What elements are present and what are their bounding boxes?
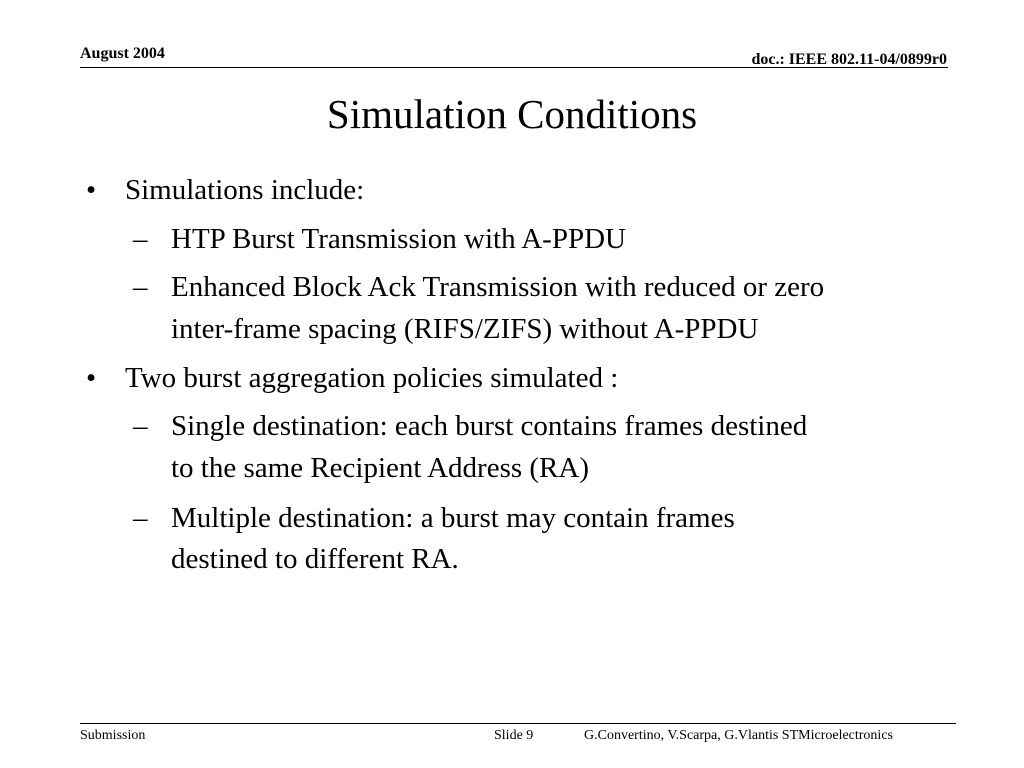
dash-icon: – <box>133 410 148 442</box>
footer-divider <box>80 723 956 724</box>
bullet-icon: • <box>86 362 97 394</box>
bullet-text: Simulations include: <box>125 174 365 206</box>
footer-slide-number: Slide 9 <box>494 728 534 743</box>
header-divider <box>80 67 948 68</box>
footer-authors: G.Convertino, V.Scarpa, G.Vlantis STMicroelectronics <box>584 728 893 743</box>
sub-bullet-text: HTP Burst Transmission with A-PPDU <box>171 223 626 255</box>
footer-submission: Submission <box>80 728 146 743</box>
slide-title: Simulation Conditions <box>326 91 698 137</box>
sub-bullet-text: destined to different RA. <box>171 543 459 575</box>
dash-icon: – <box>133 271 148 303</box>
dash-icon: – <box>133 502 148 534</box>
sub-bullet-text: Single destination: each burst contains frames destined <box>171 410 808 442</box>
bullet-text: Two burst aggregation policies simulated : <box>125 362 619 394</box>
sub-bullet-text: Enhanced Block Ack Transmission with reduced or zero <box>171 271 825 303</box>
sub-bullet-text: Multiple destination: a burst may contain frames <box>171 502 735 534</box>
header-doc-id: doc.: IEEE 802.11-04/0899r0 <box>751 51 947 68</box>
bullet-icon: • <box>86 174 97 206</box>
sub-bullet-text: to the same Recipient Address (RA) <box>171 452 589 484</box>
header-date: August 2004 <box>80 45 165 62</box>
sub-bullet-text: inter-frame spacing (RIFS/ZIFS) without A-PPDU <box>171 313 759 345</box>
dash-icon: – <box>133 223 148 255</box>
